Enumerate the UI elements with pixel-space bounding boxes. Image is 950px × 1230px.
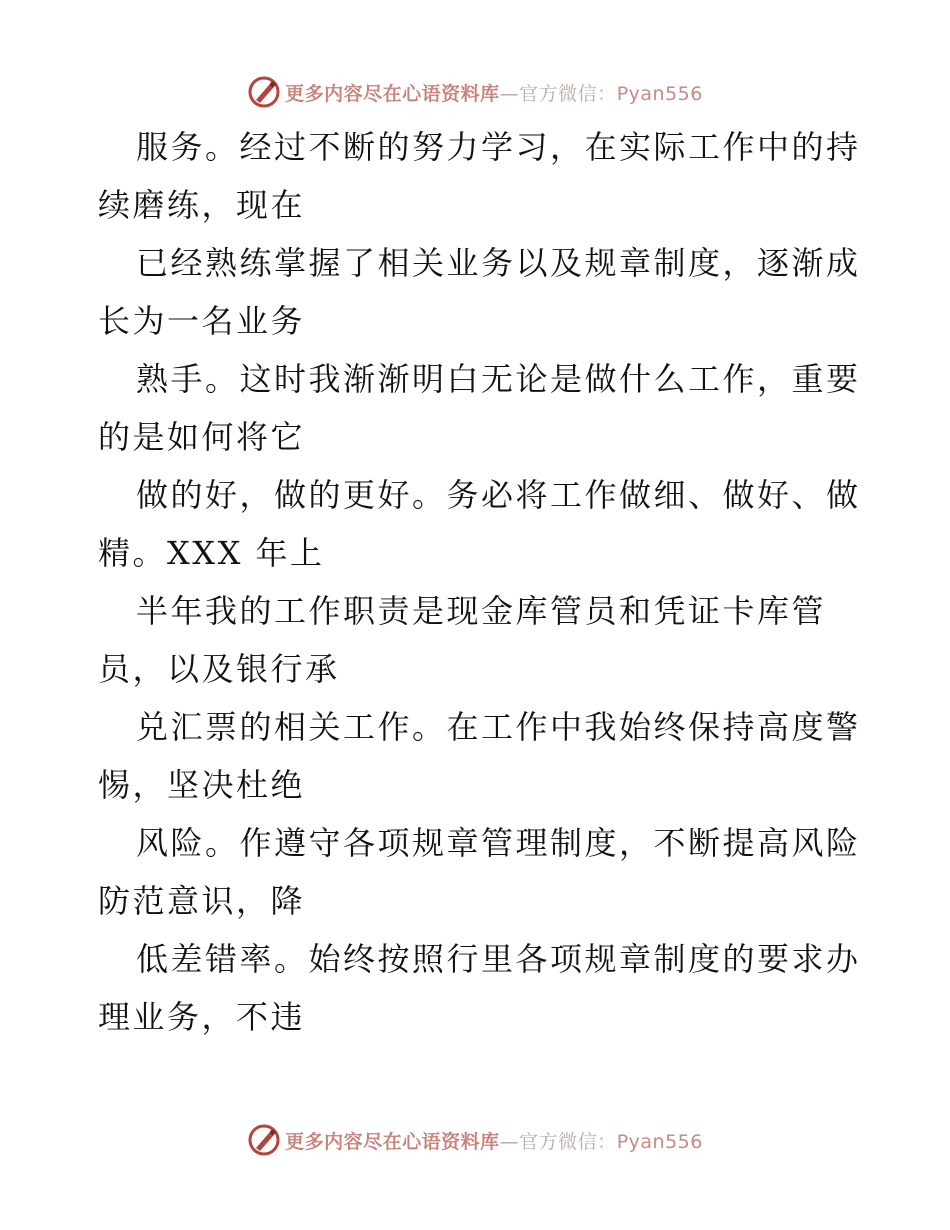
paragraph-line: 做的好，做的更好。务必将工作做细、做好、做 (136, 476, 861, 514)
pen-circle-logo-icon (247, 1123, 281, 1157)
paragraph-line: 低差错率。始终按照行里各项规章制度的要求办 (136, 940, 861, 978)
paragraph-line: 已经熟练掌握了相关业务以及规章制度，逐渐成 (136, 244, 861, 282)
footer-banner-text (285, 1127, 703, 1154)
banner-separator: — (499, 1130, 520, 1153)
banner-wechat-id: Pyan556 (616, 1130, 703, 1153)
paragraph-line: 续磨练，现在 (98, 186, 306, 224)
banner-brand: 更多内容尽在心语资料库 (285, 1130, 500, 1153)
paragraph-line: 长为一名业务 (98, 302, 306, 340)
paragraph-line: 兑汇票的相关工作。在工作中我始终保持高度警 (136, 708, 861, 746)
paragraph-line: 半年我的工作职责是现金库管员和凭证卡库管 (136, 592, 827, 630)
banner-separator: — (499, 82, 520, 105)
paragraph-line: 精。XXX 年上 (98, 534, 325, 572)
document-body (98, 118, 861, 1046)
banner-wechat-label: 官方微信： (519, 82, 617, 105)
paragraph-line: 理业务，不违 (98, 998, 306, 1036)
banner-wechat-id: Pyan556 (616, 82, 703, 105)
header-banner (0, 72, 950, 112)
paragraph-line: 惕，坚决杜绝 (98, 766, 306, 804)
paragraph-line: 服务。经过不断的努力学习，在实际工作中的持 (136, 128, 861, 166)
paragraph-line: 防范意识，降 (98, 882, 306, 920)
paragraph-line: 的是如何将它 (98, 418, 306, 456)
pen-circle-logo-icon (247, 75, 281, 109)
banner-brand: 更多内容尽在心语资料库 (285, 82, 500, 105)
paragraph-line: 熟手。这时我渐渐明白无论是做什么工作，重要 (136, 360, 861, 398)
banner-wechat-label: 官方微信： (519, 1130, 617, 1153)
paragraph-line: 风险。作遵守各项规章管理制度，不断提高风险 (136, 824, 861, 862)
footer-banner (0, 1120, 950, 1160)
header-banner-text (285, 79, 703, 106)
paragraph-line: 员，以及银行承 (98, 650, 340, 688)
